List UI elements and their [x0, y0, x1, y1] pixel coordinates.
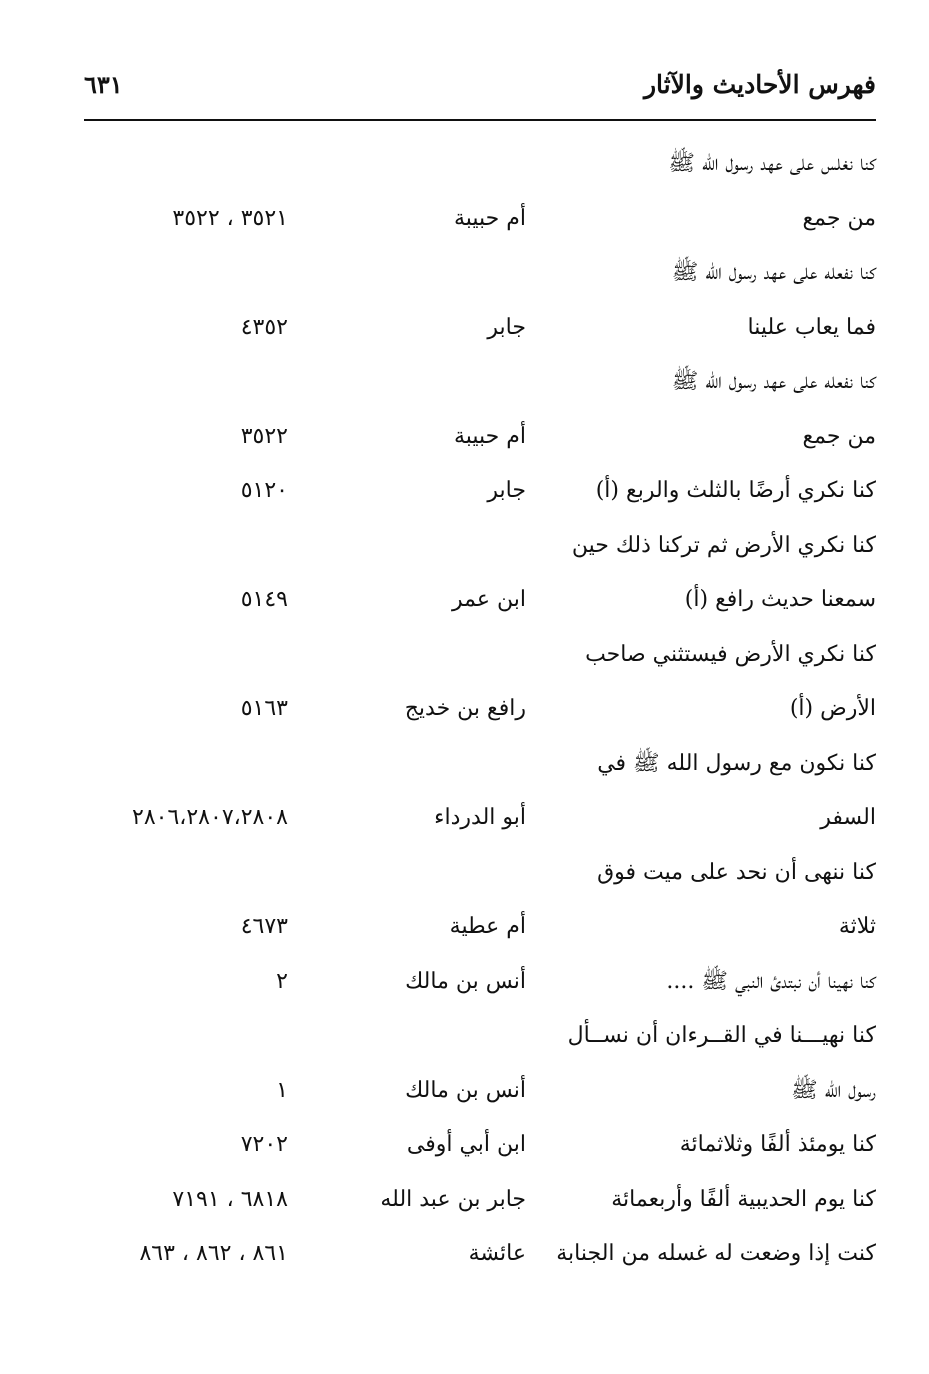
index-entry [84, 956, 876, 1011]
index-entry [84, 247, 876, 302]
narrator: جابر بن عبد الله [380, 1186, 526, 1212]
index-entry [84, 1010, 876, 1065]
index-entry [84, 738, 876, 793]
index-entry [84, 520, 876, 575]
reference-numbers: ٤٦٧٣ [240, 914, 288, 939]
page-header [84, 66, 876, 110]
hadith-text: كنا يوم الحديبية ألفًا وأربعمائة [611, 1186, 876, 1212]
index-entry [84, 1065, 876, 1120]
page-number: ٦٣١ [84, 70, 123, 99]
index-entry [84, 138, 876, 193]
index-entry [84, 901, 876, 956]
index-entry [84, 792, 876, 847]
index-entry [84, 302, 876, 357]
index-entry [84, 356, 876, 411]
narrator: أبو الدرداء [434, 805, 526, 830]
hadith-text: كنا ننهى أن نحد على ميت فوق [597, 859, 876, 885]
reference-numbers: ٥١٢٠ [240, 478, 288, 503]
hadith-text: كنا نفعله على عهد رسول الله ﷺ [671, 369, 876, 394]
header-title: فهرس الأحاديث والآثار [643, 70, 876, 99]
hadith-text: كنا يومئذ ألفًا وثلاثمائة [679, 1132, 876, 1157]
reference-numbers: ١ [276, 1077, 288, 1103]
hadith-text: فما يعاب علينا [747, 314, 876, 340]
index-entry [84, 1174, 876, 1229]
hadith-text: من جمع [802, 423, 876, 449]
hadith-text: من جمع [802, 205, 876, 231]
reference-numbers: ٥١٤٩ [240, 587, 288, 612]
reference-numbers: ٤٣٥٢ [240, 314, 288, 340]
narrator: رافع بن خديج [404, 696, 526, 721]
hadith-text: كنا نهينا أن نبتدئ النبي ﷺ .... [666, 968, 876, 994]
reference-numbers: ٨٦١ ، ٨٦٢ ، ٨٦٣ [139, 1241, 288, 1266]
hadith-text: سمعنا حديث رافع (أ) [684, 587, 876, 612]
narrator: أنس بن مالك [405, 1077, 526, 1103]
narrator: أم حبيبة [453, 423, 526, 449]
hadith-text: كنا نكري أرضًا بالثلث والربع (أ) [595, 478, 876, 503]
reference-numbers: ٢ [276, 968, 288, 994]
reference-numbers: ٣٥٢١ ، ٣٥٢٢ [172, 205, 288, 231]
hadith-text: السفر [820, 805, 876, 830]
index-entry [84, 1228, 876, 1283]
hadith-text: كنا نغلس على عهد رسول الله ﷺ [668, 151, 876, 176]
hadith-text: ثلاثة [838, 914, 876, 939]
reference-numbers: ٢٨٠٦،٢٨٠٧،٢٨٠٨ [132, 805, 288, 830]
reference-numbers: ٦٨١٨ ، ٧١٩١ [172, 1186, 288, 1212]
index-entry [84, 193, 876, 248]
index-entry [84, 629, 876, 684]
hadith-text: كنا نكري الأرض فيستثني صاحب [585, 641, 876, 667]
hadith-text: كنا نكري الأرض ثم تركنا ذلك حين [571, 532, 876, 558]
index-entry [84, 411, 876, 466]
index-entry [84, 847, 876, 902]
hadith-text: رسول الله ﷺ [791, 1077, 876, 1103]
hadith-text: كنا نكون مع رسول الله ﷺ في [597, 750, 876, 776]
index-entries [84, 138, 876, 1283]
narrator: أم حبيبة [453, 205, 526, 231]
narrator: ابن أبي أوفى [406, 1132, 526, 1157]
narrator: جابر [487, 478, 526, 503]
hadith-text: الأرض (أ) [789, 696, 876, 721]
narrator: عائشة [468, 1241, 526, 1266]
narrator: أم عطية [449, 914, 526, 939]
hadith-text: كنت إذا وضعت له غسله من الجنابة [556, 1241, 876, 1266]
narrator: أنس بن مالك [405, 968, 526, 994]
hadith-text: كنا نهيـــنا في القــرءان أن نســأل [567, 1023, 876, 1048]
hadith-text: كنا نفعله على عهد رسول الله ﷺ [671, 260, 876, 285]
reference-numbers: ٣٥٢٢ [240, 423, 288, 449]
reference-numbers: ٧٢٠٢ [240, 1132, 288, 1157]
narrator: ابن عمر [452, 587, 526, 612]
index-entry [84, 683, 876, 738]
narrator: جابر [487, 314, 526, 340]
header-rule [84, 119, 876, 121]
index-entry [84, 574, 876, 629]
index-entry [84, 1119, 876, 1174]
index-entry [84, 465, 876, 520]
reference-numbers: ٥١٦٣ [240, 696, 288, 721]
